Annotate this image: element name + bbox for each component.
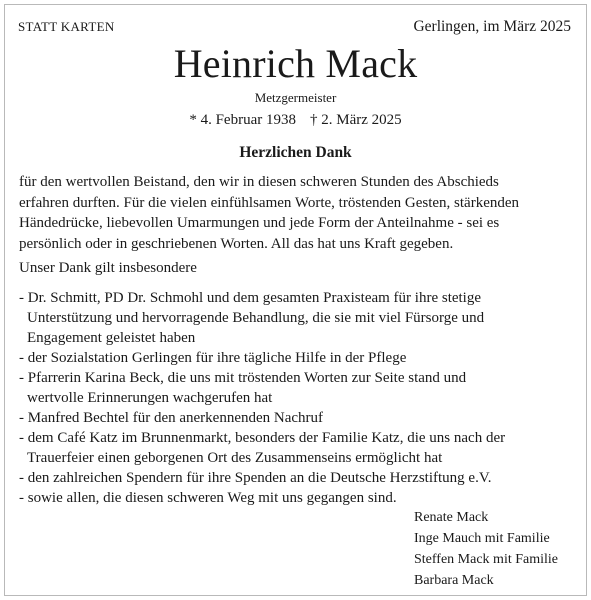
header-statt-karten: STATT KARTEN xyxy=(18,19,115,34)
signers-block xyxy=(414,507,558,591)
thanks-list xyxy=(19,288,505,508)
list-line: - sowie allen, die diesen schweren Weg mit uns gegangen sind. xyxy=(19,490,397,506)
paragraph-line: Händedrücke, liebevollen Umarmungen und jede Form der Anteilnahme - sei es xyxy=(19,215,500,231)
birth-date: * 4. Februar 1938 xyxy=(189,112,296,128)
signer-name: Barbara Mack xyxy=(414,573,494,588)
list-line: Unterstützung und hervorragende Behandlung, die sie mit viel Fürsorge und xyxy=(27,310,485,326)
deceased-profession: Metzgermeister xyxy=(254,90,337,105)
paragraph-line: für den wertvollen Beistand, den wir in diesen schweren Stunden des Abschieds xyxy=(19,174,499,190)
list-line: Trauerfeier einen geborgenen Ort des Zusammenseins ermöglicht hat xyxy=(27,450,443,466)
paragraph-line: erfahren durften. Für die vielen einfühlsamen Worte, tröstenden Gesten, stärkenden xyxy=(19,194,520,211)
list-line: - dem Café Katz im Brunnenmarkt, besonders der Familie Katz, die uns nach der xyxy=(19,430,506,446)
death-date: † 2. März 2025 xyxy=(310,112,402,128)
list-line: - den zahlreichen Spendern für ihre Spenden an die Deutsche Herzstiftung e.V. xyxy=(19,470,492,486)
signer-name: Steffen Mack mit Familie xyxy=(414,552,558,567)
thanks-intro: Unser Dank gilt insbesondere xyxy=(19,260,197,276)
thanks-heading: Herzlichen Dank xyxy=(239,144,352,161)
list-line: - der Sozialstation Gerlingen für ihre tägliche Hilfe in der Pflege xyxy=(19,350,407,366)
list-line: - Dr. Schmitt, PD Dr. Schmohl und dem gesamten Praxisteam für ihre stetige xyxy=(19,290,482,306)
life-dates xyxy=(0,112,591,129)
paragraph-line: persönlich oder in geschriebenen Worten. All das hat uns Kraft gegeben. xyxy=(19,235,454,252)
signer-name: Inge Mauch mit Familie xyxy=(414,531,550,546)
deceased-name: Heinrich Mack xyxy=(173,41,418,86)
list-line: - Pfarrerin Karina Beck, die uns mit tröstenden Worten zur Seite stand und xyxy=(19,370,467,386)
signer-name: Renate Mack xyxy=(414,510,489,525)
list-line: Engagement geleistet haben xyxy=(27,330,196,346)
header-place-date: Gerlingen, im März 2025 xyxy=(413,18,571,35)
list-line: wertvolle Erinnerungen wachgerufen hat xyxy=(27,390,273,406)
thanks-paragraph xyxy=(19,172,579,254)
list-line: - Manfred Bechtel für den anerkennenden Nachruf xyxy=(19,410,324,426)
